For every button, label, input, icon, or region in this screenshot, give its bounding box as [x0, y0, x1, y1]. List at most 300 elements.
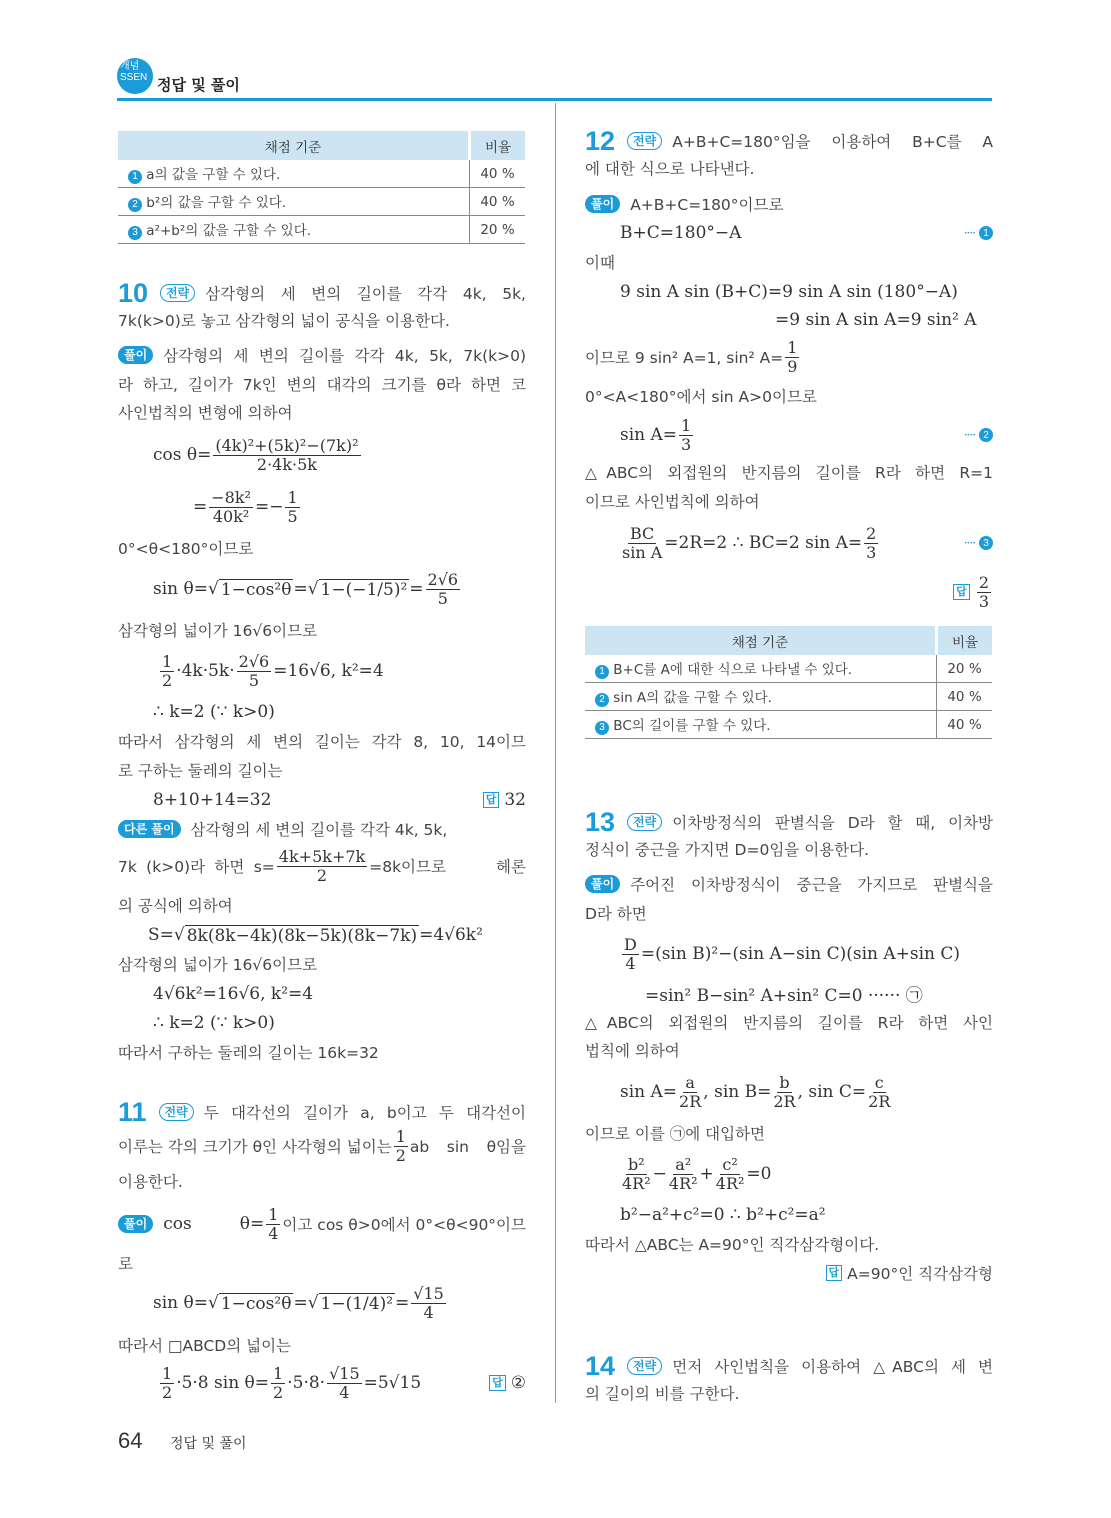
line-content [585, 807, 993, 838]
column-divider [555, 103, 556, 1403]
square-root [208, 1293, 293, 1314]
right-aligned-marker [483, 790, 526, 810]
text-line [585, 899, 647, 927]
numerator: 1 [273, 1363, 284, 1383]
text-line [620, 523, 993, 562]
line-content [118, 1206, 526, 1243]
text: ab sin θ임을 [409, 1138, 526, 1156]
text-line [585, 1036, 680, 1064]
fraction [285, 489, 299, 526]
answer-badge: 답 [483, 792, 500, 808]
denominator: 3 [978, 591, 989, 611]
line-content [585, 1011, 993, 1033]
text: 따라서 △ABC는 A=90°인 직각삼각형이다. [585, 1236, 880, 1254]
fraction [394, 1128, 408, 1165]
text-line [153, 980, 313, 1008]
text: sin A= [620, 425, 678, 445]
text: = [409, 579, 424, 599]
problem-number: 14 [585, 1350, 616, 1381]
text: △ABC의 외접원의 반지름의 길이를 R라 하면 R=1 [585, 464, 993, 482]
numerator: √15 [413, 1283, 444, 1303]
circled-number: 1 [595, 665, 609, 679]
text: 삼각형의 넓이가 16√6이므로 [118, 622, 318, 640]
line-content [118, 344, 526, 366]
denominator: 2 [273, 1382, 284, 1402]
line-content [118, 373, 526, 395]
text: =16√6, k²=4 [273, 661, 384, 681]
arrow-dots-icon: ···· [963, 226, 975, 240]
text: 로 [118, 1255, 133, 1273]
fraction [622, 525, 662, 562]
text: 삼각형의 세 변의 길이를 각각 4k, 5k, 7k(k>0) [163, 347, 526, 365]
denominator: 2 [316, 865, 328, 885]
text: , sin B= [703, 1082, 772, 1102]
text-line [585, 382, 817, 410]
numerator: 4k+5k+7k [278, 846, 366, 866]
fraction [209, 489, 253, 526]
text: 주어진 이차방정식이 중근을 가지므로 판별식을 [630, 876, 993, 894]
numerator: 1 [681, 415, 692, 435]
text-line [153, 1009, 275, 1037]
text-line [585, 1259, 993, 1287]
denominator: 5 [287, 506, 298, 526]
denominator: 9 [787, 356, 798, 376]
numerator: 1 [162, 651, 173, 671]
strategy-badge: 전략 [627, 1357, 662, 1375]
line-content [118, 730, 526, 752]
circled-number: 2 [979, 428, 993, 442]
text-line [118, 534, 253, 562]
denominator: 4R² [622, 1173, 651, 1193]
denominator: 4R² [668, 1173, 698, 1193]
answer-badge: 답 [953, 584, 970, 600]
ratio-cell: 40 % [937, 711, 993, 739]
text-line [153, 786, 526, 814]
arrow-dots-icon: ···· [963, 428, 975, 442]
text: 삼각형의 세 변의 길이를 각각 4k, 5k, [205, 285, 526, 303]
line-content [118, 278, 526, 309]
line-content [118, 1097, 526, 1128]
strategy-badge: 전략 [627, 132, 662, 150]
text-line [118, 306, 450, 334]
text: 0°<A<180°에서 sin A>0이므로 [585, 388, 817, 406]
circled-number: 2 [128, 198, 142, 212]
text-line [158, 1363, 526, 1402]
text-line [118, 341, 526, 369]
fraction [271, 1365, 285, 1402]
text: 로 구하는 둘레의 길이는 [118, 762, 283, 780]
denominator: 4 [339, 1382, 350, 1402]
text-line [118, 370, 526, 398]
arrow-dots-icon: ···· [963, 536, 975, 550]
fraction [679, 417, 693, 454]
text: ·5·8 sin θ= [176, 1373, 270, 1393]
denominator: 2 [162, 670, 173, 690]
text-line [585, 487, 760, 515]
solution-badge: 풀이 [118, 1215, 153, 1233]
text: ∴ k=2 (∵ k>0) [153, 702, 275, 722]
ratio-cell: 40 % [470, 188, 526, 216]
text-line [585, 337, 801, 376]
text: 0°<θ<180°이므로 [118, 540, 254, 558]
denominator: 4R² [715, 1173, 745, 1193]
text-line [153, 435, 363, 474]
fraction [327, 1365, 362, 1402]
strategy-badge: 전략 [627, 813, 662, 831]
right-aligned-marker [826, 1262, 993, 1284]
line-content [585, 873, 993, 895]
text: =0 [746, 1164, 772, 1184]
numerator: −8k² [211, 487, 251, 507]
right-aligned-marker [964, 226, 993, 240]
text: ∴ k=2 (∵ k>0) [153, 1013, 275, 1033]
text: 7k(k>0)로 놓고 삼각형의 넓이 공식을 이용한다. [118, 312, 450, 330]
text-line [585, 458, 993, 486]
text: 이므로 사인법칙에 의하여 [585, 493, 760, 511]
numerator: 1 [287, 487, 298, 507]
text-line [148, 921, 483, 949]
text: ·5·8· [287, 1373, 326, 1393]
page-number: 64 [118, 1428, 143, 1453]
text-line [620, 219, 993, 247]
fraction [426, 571, 461, 608]
text: sin θ= [153, 1293, 208, 1313]
solution-badge: 풀이 [118, 346, 153, 364]
solution-badge: 풀이 [585, 875, 620, 893]
denominator: 5 [437, 588, 448, 608]
fraction [773, 1074, 795, 1111]
table-header-ratio: 비율 [470, 131, 526, 160]
radical-sign-icon: √ [208, 1292, 219, 1313]
text-line [118, 846, 526, 885]
text-line [118, 1126, 526, 1165]
logo-text-top: 개념 [120, 61, 140, 72]
text-line [118, 1204, 526, 1243]
numerator: 2 [866, 523, 877, 543]
numerator: 1 [787, 337, 798, 357]
text-line [585, 835, 869, 863]
radicand: 1−(−1/5)² [320, 579, 408, 600]
line-content [585, 461, 993, 483]
circled-number: 2 [595, 693, 609, 707]
text-line [585, 1352, 993, 1380]
text-line [585, 127, 993, 155]
text: 따라서 □ABCD의 넓이는 [118, 1337, 292, 1355]
criteria-text: sin A의 값을 구할 수 있다. [613, 690, 772, 707]
numerator: b² [627, 1154, 645, 1174]
problem-number: 12 [585, 125, 616, 156]
text-line [620, 1154, 772, 1193]
problem-number: 11 [118, 1096, 147, 1127]
text-line [775, 306, 977, 334]
text: 이므로 이를 ㉠에 대입하면 [585, 1125, 766, 1143]
numerator: a² [675, 1154, 692, 1174]
text: 7k (k>0)라 하면 s= [118, 858, 275, 876]
text: + [699, 1164, 714, 1184]
text-line [585, 1230, 879, 1258]
logo-text-bottom: SSEN [120, 72, 148, 83]
table-header-criteria: 채점 기준 [118, 131, 470, 160]
fraction [213, 437, 360, 474]
numerator: 1 [268, 1204, 279, 1224]
radicand: 1−(1/4)² [320, 1293, 394, 1314]
text: 사인법칙의 변형에 의하여 [118, 404, 293, 422]
circled-number: 3 [595, 721, 609, 735]
text: S= [148, 925, 174, 945]
numerator: c [874, 1072, 884, 1092]
line-content [585, 126, 993, 157]
numerator: 2 [978, 572, 989, 592]
text: B+C=180°−A [620, 223, 742, 243]
radical-sign-icon: √ [208, 578, 219, 599]
text-line [585, 190, 783, 218]
radicand: 8k(8k−4k)(8k−5k)(8k−7k) [186, 925, 418, 946]
text-line [118, 1098, 526, 1126]
square-root [308, 1293, 395, 1314]
numerator: (4k)²+(5k)²−(7k)² [215, 435, 359, 455]
text: sin θ= [153, 579, 208, 599]
circled-number: 3 [128, 226, 142, 240]
text: 정식이 중근을 가지면 D=0임을 이용한다. [585, 841, 870, 859]
radical-sign-icon: √ [307, 1292, 319, 1313]
line-content [118, 848, 526, 885]
solution-badge: 다른 풀이 [118, 820, 181, 838]
text-line [118, 1038, 379, 1066]
text-line [118, 1331, 291, 1359]
numerator: √15 [329, 1363, 360, 1383]
text-line [585, 1008, 993, 1036]
text: 두 대각선의 길이가 a, b이고 두 대각선이 [203, 1104, 526, 1122]
text-line [620, 278, 958, 306]
radical-sign-icon: √ [307, 578, 319, 599]
radicand: 1−cos²θ [220, 1293, 292, 1314]
strategy-badge: 전략 [160, 284, 195, 302]
fraction [160, 653, 174, 690]
table-header-criteria: 채점 기준 [585, 626, 937, 655]
text: 따라서 구하는 둘레의 길이는 16k=32 [118, 1044, 379, 1062]
text: 32 [504, 790, 526, 810]
fraction [266, 1206, 280, 1243]
text: 의 길이의 비를 구한다. [585, 1385, 740, 1403]
right-aligned-marker [489, 1373, 526, 1393]
numerator: BC [629, 523, 655, 543]
text-line [118, 950, 317, 978]
text: 이차방정식의 판별식을 D라 할 때, 이차방 [672, 814, 993, 832]
text-line [645, 979, 923, 1007]
header-title: 정답 및 풀이 [157, 76, 240, 94]
text-line [118, 1249, 133, 1277]
answer-badge: 답 [826, 1265, 843, 1281]
text-line [118, 727, 526, 755]
text-line [620, 415, 993, 454]
text: , sin C= [797, 1082, 867, 1102]
fraction [622, 936, 639, 973]
denominator: 3 [866, 542, 877, 562]
text: = [293, 579, 308, 599]
fraction [716, 1156, 745, 1193]
text: cos θ= [153, 445, 212, 465]
text: b²−a²+c²=0 ∴ b²+c²=a² [620, 1205, 826, 1225]
fraction [679, 1074, 701, 1111]
fraction [977, 574, 991, 611]
text-line [153, 1283, 448, 1322]
strategy-badge: 전략 [159, 1103, 194, 1121]
text: 에 대한 식으로 나타낸다. [585, 160, 755, 178]
square-root [308, 579, 410, 600]
text: △ABC의 외접원의 반지름의 길이를 R라 하면 사인 [585, 1014, 993, 1032]
denominator: 40k² [212, 506, 250, 526]
fraction [160, 1365, 174, 1402]
denominator: 2R [868, 1091, 891, 1111]
text-line [153, 569, 462, 608]
criteria-text: b²의 값을 구할 수 있다. [146, 195, 287, 212]
denominator: 2R [773, 1091, 796, 1111]
numerator: D [624, 934, 637, 954]
text-line [620, 934, 961, 973]
criteria-text: a의 값을 구할 수 있다. [146, 167, 281, 184]
text: − [652, 1164, 667, 1184]
text: =5√15 [363, 1373, 422, 1393]
text: 이때 [585, 254, 615, 272]
text: 법칙에 의하여 [585, 1042, 680, 1060]
fraction [237, 653, 272, 690]
text: =(sin B)²−(sin A−sin C)(sin A+sin C) [640, 944, 961, 964]
text: 삼각형의 세 변의 길이를 각각 4k, 5k, [190, 821, 448, 839]
radicand: 1−cos²θ [220, 579, 292, 600]
line-content [585, 1351, 993, 1382]
denominator: 4 [625, 953, 636, 973]
circled-number: 3 [979, 536, 993, 550]
text: ② [510, 1373, 526, 1393]
text: ·4k·5k· [176, 661, 235, 681]
text-line [118, 891, 233, 919]
text-line [585, 248, 615, 276]
text-line [585, 1379, 739, 1407]
text: 이므로 9 sin² A=1, sin² A= [585, 349, 784, 367]
denominator: 2·4k·5k [256, 454, 317, 474]
text: cos θ= [163, 1214, 265, 1234]
problem-number: 10 [118, 277, 149, 308]
text: 4√6k²=16√6, k²=4 [153, 984, 314, 1004]
text-line [585, 154, 754, 182]
answer-badge: 답 [489, 1375, 506, 1391]
text-line [118, 279, 526, 307]
text: = [395, 1293, 410, 1313]
fraction [669, 1156, 698, 1193]
solution-badge: 풀이 [585, 195, 620, 213]
denominator: 2R [679, 1091, 702, 1111]
ratio-cell: 20 % [470, 216, 526, 244]
text: 이용한다. [118, 1173, 183, 1191]
text-line [118, 1167, 183, 1195]
fraction [868, 1074, 890, 1111]
text: 따라서 삼각형의 세 변의 길이는 각각 8, 10, 14이므 [118, 733, 526, 751]
radical-sign-icon: √ [173, 924, 185, 945]
text: sin A= [620, 1082, 678, 1102]
text: =− [254, 497, 284, 517]
text-line [158, 651, 384, 690]
square-root [208, 579, 293, 600]
text-line [620, 1072, 892, 1111]
text: 이루는 각의 크기가 θ인 사각형의 넓이는 [118, 1138, 392, 1156]
ratio-cell: 20 % [937, 655, 993, 683]
numerator: a [685, 1072, 695, 1092]
table-header-ratio: 비율 [937, 626, 993, 655]
text-line [118, 398, 293, 426]
text: =sin² B−sin² A+sin² C=0 ······ ㉠ [645, 985, 923, 1006]
numerator: 1 [395, 1126, 406, 1146]
left-column [118, 0, 526, 1518]
numerator: b [779, 1072, 790, 1092]
criteria-text: BC의 길이를 구할 수 있다. [613, 718, 771, 735]
text: 먼저 사인법칙을 이용하여 △ABC의 세 변 [672, 1358, 993, 1376]
text: A+B+C=180°이므로 [630, 196, 784, 214]
text: 라 하고, 길이가 7k인 변의 대각의 크기를 θ라 하면 코 [118, 376, 526, 394]
denominator: 5 [248, 670, 260, 690]
numerator: c² [722, 1154, 738, 1174]
text: 이고 cos θ>0에서 0°<θ<90°이므 [282, 1216, 526, 1234]
right-aligned-marker [964, 536, 993, 550]
text: A+B+C=180°임을 이용하여 B+C를 A [672, 133, 993, 151]
denominator: 2 [395, 1145, 406, 1165]
numerator: 1 [162, 1363, 173, 1383]
text-line [585, 870, 993, 898]
text-line [585, 808, 993, 836]
fraction [864, 525, 878, 562]
text: 삼각형의 넓이가 16√6이므로 [118, 956, 318, 974]
text-line [153, 698, 275, 726]
ratio-cell: 40 % [470, 160, 526, 188]
text-line [118, 616, 317, 644]
denominator: 4 [423, 1302, 434, 1322]
text-line [585, 1119, 765, 1147]
fraction [411, 1285, 446, 1322]
fraction [785, 339, 799, 376]
denominator: 2 [162, 1382, 173, 1402]
text: D라 하면 [585, 905, 647, 923]
fraction [622, 1156, 651, 1193]
criteria-text: a²+b²의 값을 구할 수 있다. [146, 223, 312, 240]
criteria-text: B+C를 A에 대한 식으로 나타낼 수 있다. [613, 662, 853, 679]
text-line [118, 815, 447, 843]
numerator: 2√6 [427, 569, 459, 589]
circled-number: 1 [128, 170, 142, 184]
text-line [585, 572, 993, 611]
text: =2R=2 ∴ BC=2 sin A= [664, 533, 863, 553]
square-root [174, 925, 419, 946]
text: = [193, 497, 208, 517]
denominator: sin A [622, 542, 663, 562]
circled-number: 1 [979, 226, 993, 240]
text: = [293, 1293, 308, 1313]
right-aligned-marker [953, 574, 993, 611]
text: =8k이므로 헤론 [369, 858, 526, 876]
numerator: 2√6 [238, 651, 270, 671]
denominator: 4 [268, 1223, 279, 1243]
line-content [118, 1128, 526, 1165]
right-column [585, 0, 993, 1518]
text: 의 공식에 의하여 [118, 897, 233, 915]
right-aligned-marker [964, 428, 993, 442]
text-line [193, 487, 302, 526]
text-line [620, 1201, 826, 1229]
ratio-cell: 40 % [937, 683, 993, 711]
text: 9 sin A sin (B+C)=9 sin A sin (180°−A) [620, 282, 958, 302]
text-line [118, 756, 283, 784]
text: 8+10+14=32 [153, 790, 272, 810]
problem-number: 13 [585, 806, 616, 837]
text: =9 sin A sin A=9 sin² A [775, 310, 977, 330]
